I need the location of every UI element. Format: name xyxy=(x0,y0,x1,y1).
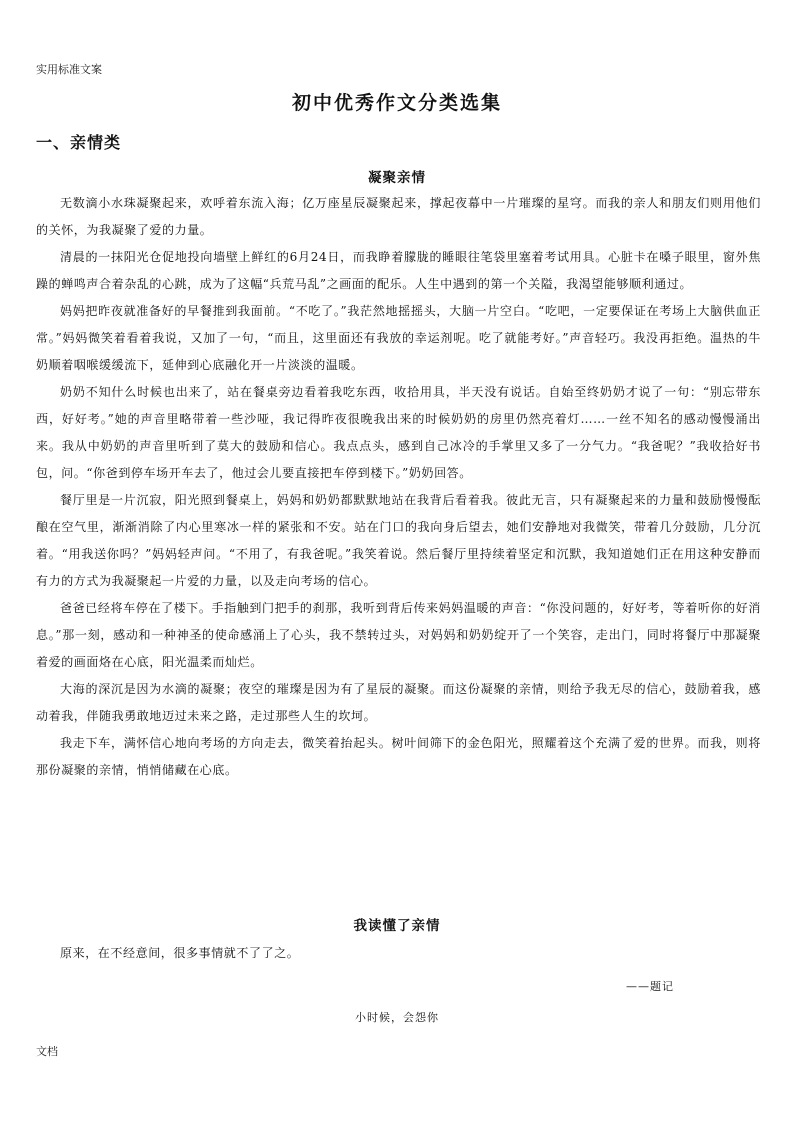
essay-paragraph: 餐厅里是一片沉寂，阳光照到餐桌上，妈妈和奶奶都默默地站在我背后看着我。彼此无言，只有凝聚起来的力量和鼓励慢慢酝酿在空气里，渐渐消除了内心里寒冰一样的紧张和不安。站在门口的我向身后望去，她们安静地对我微笑，带着几分鼓励，几分沉着。“用我送你吗？”妈妈轻声问。“不用了，有我爸呢。”我笑着说。然后餐厅里持续着坚定和沉默，我知道她们正在用这种安静而有力的方式为我凝聚起一片爱的力量，以及走向考场的信心。 xyxy=(36,493,761,588)
essay-body xyxy=(36,940,761,967)
essay-title: 凝聚亲情 xyxy=(368,170,426,186)
essay-paragraph: 妈妈把昨夜就准备好的早餐推到我面前。“不吃了。”我茫然地摇摇头，大脑一片空白。“吃吧，一定要保证在考场上大脑供血正常。”妈妈微笑着看着我说，又加了一句，“而且，这里面还有我放的幸运剂呢。吃了就能考好。”声音轻巧。我没再拒绝。温热的牛奶顺着咽喉缓缓流下，延伸到心底融化开一片淡淡的温暖。 xyxy=(36,304,761,372)
essay-paragraph: 无数滴小水珠凝聚起来，欢呼着东流入海；亿万座星辰凝聚起来，撑起夜幕中一片璀璨的星穹。而我的亲人和朋友们则用他们的关怀，为我凝聚了爱的力量。 xyxy=(36,196,761,237)
essay-paragraph: 奶奶不知什么时候也出来了，站在餐桌旁边看着我吃东西，收拾用具，半天没有说话。自始至终奶奶才说了一句：“别忘带东西，好好考。”她的声音里略带着一些沙哑，我记得昨夜很晚我出来的时候奶奶的房里仍然亮着灯……一丝不知名的感动慢慢涌出来。我从中奶奶的声音里听到了莫大的鼓励和信心。我点点头，感到自己冰冷的手掌里又多了一分气力。“我爸呢？”我收拾好书包，问。“你爸到停车场开车去了，他过会儿要直接把车停到楼下。”奶奶回答。 xyxy=(36,385,761,480)
essay-paragraph: 原来，在不经意间，很多事情就不了了之。 xyxy=(60,946,300,960)
page-header-label: 实用标准文案 xyxy=(36,63,102,76)
essay-paragraph: 爸爸已经将车停在了楼下。手指触到门把手的刹那，我听到背后传来妈妈温暖的声音：“你没问题的，好好考，等着听你的好消息。”那一刻，感动和一种神圣的使命感涌上了心头，我不禁转过头，对妈妈和奶奶绽开了一个笑容，走出门，同时将餐厅中那凝聚着爱的画面烙在心底，阳光温柔而灿烂。 xyxy=(36,601,761,669)
section-heading: 一、亲情类 xyxy=(36,133,122,152)
essay-paragraph: 我走下车，满怀信心地向考场的方向走去，微笑着抬起头。树叶间筛下的金色阳光，照耀着这个充满了爱的世界。而我，则将那份凝聚的亲情，悄悄储藏在心底。 xyxy=(36,736,761,777)
essay-body xyxy=(36,190,761,784)
essay-paragraph: 清晨的一抹阳光仓促地投向墙壁上鲜红的6月24日，而我睁着朦胧的睡眼往笔袋里塞着考试用具。心脏卡在嗓子眼里，窗外焦躁的蝉鸣声合着杂乱的心跳，成为了这幅“兵荒马乱”之画面的配乐。人生中遇到的第一个关隘，我渴望能够顺利通过。 xyxy=(36,250,761,291)
epigraph-signature: ——题记 xyxy=(626,980,674,993)
essay-title: 我读懂了亲情 xyxy=(353,918,441,934)
essay-paragraph: 大海的深沉是因为水滴的凝聚；夜空的璀璨是因为有了星辰的凝聚。而这份凝聚的亲情，则给予我无尽的信心，鼓励着我，感动着我，伴随我勇敢地迈过未来之路，走过那些人生的坎坷。 xyxy=(36,682,761,723)
document-title: 初中优秀作文分类选集 xyxy=(291,92,502,114)
page-footer-label: 文档 xyxy=(36,1045,58,1058)
poem-line: 小时候，会怨你 xyxy=(355,1011,439,1024)
